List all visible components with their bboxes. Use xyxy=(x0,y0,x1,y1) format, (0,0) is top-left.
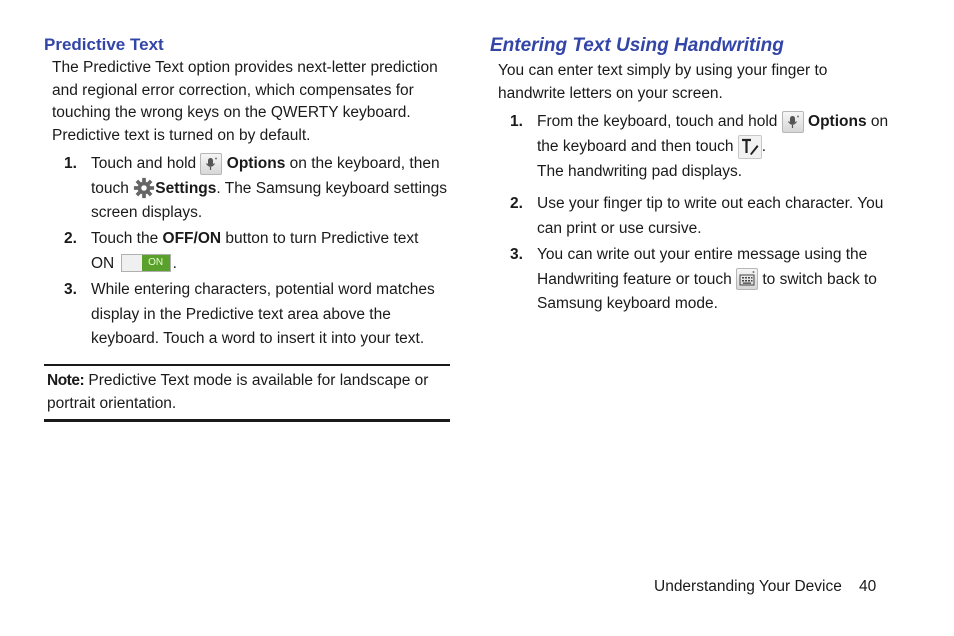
step-number: 3. xyxy=(64,281,77,298)
step-text: to switch back to Samsung keyboard mode. xyxy=(537,270,877,312)
note-top-rule xyxy=(44,364,450,366)
gear-icon xyxy=(133,177,155,199)
step-text: on the keyboard, then touch xyxy=(91,155,440,197)
section-heading-handwriting: Entering Text Using Handwriting xyxy=(490,35,784,56)
options-label: Options xyxy=(808,113,867,130)
step-number: 2. xyxy=(510,195,523,212)
step-number: 1. xyxy=(64,155,77,172)
note-text: Predictive Text mode is available for landscape or portrait orientation. xyxy=(47,372,429,412)
left-step-2 xyxy=(91,227,421,276)
right-step-2: Use your finger tip to write out each character. You can print or use cursive. xyxy=(537,195,884,237)
toggle-on-label: ON xyxy=(142,255,170,271)
footer-section-title: Understanding Your Device xyxy=(654,578,842,595)
note-label: Note: xyxy=(47,372,85,389)
options-label: Options xyxy=(226,155,286,172)
handwriting-intro: You can enter text simply by using your finger to handwrite letters on your screen. xyxy=(498,62,828,102)
microphone-options-icon xyxy=(200,153,222,175)
handwriting-icon xyxy=(738,135,762,159)
step-text: . The Samsung keyboard settings screen displays. xyxy=(91,179,448,221)
step-text: . xyxy=(172,254,177,272)
page-number: 40 xyxy=(859,578,877,595)
step-text: Touch the xyxy=(91,230,159,247)
microphone-options-icon xyxy=(782,111,804,133)
off-on-label: OFF/ON xyxy=(162,230,222,247)
note-bottom-rule xyxy=(44,419,450,422)
section-heading-predictive-text: Predictive Text xyxy=(44,35,164,54)
left-step-3: While entering characters, potential word matches display in the Predictive text area above the keyboard. Touch a word to insert it into your text. xyxy=(91,281,435,347)
step-result-text: The handwriting pad displays. xyxy=(537,163,743,181)
step-text: . xyxy=(761,137,767,155)
right-step-3 xyxy=(537,243,899,317)
note-block xyxy=(47,370,447,415)
step-number: 3. xyxy=(510,246,523,263)
keyboard-icon xyxy=(736,268,758,290)
step-text: From the keyboard, touch and hold xyxy=(537,113,778,130)
left-step-1 xyxy=(91,152,451,226)
predictive-text-intro: The Predictive Text option provides next-letter prediction and regional error correction, which compensates for touching the wrong keys on the QWERTY keyboard. Predictive text is turned on by default. xyxy=(52,59,438,144)
step-text: You can write out your entire message using the Handwriting feature or touch xyxy=(537,246,868,288)
step-number: 2. xyxy=(64,230,77,247)
step-text: on the keyboard and then touch xyxy=(537,113,889,155)
toggle-switch-icon xyxy=(121,254,171,272)
settings-label: Settings xyxy=(155,179,217,197)
step-text: button to turn Predictive text ON xyxy=(91,230,419,272)
step-text: Touch and hold xyxy=(91,155,197,172)
right-step-1 xyxy=(537,110,899,185)
step-number: 1. xyxy=(510,113,523,130)
